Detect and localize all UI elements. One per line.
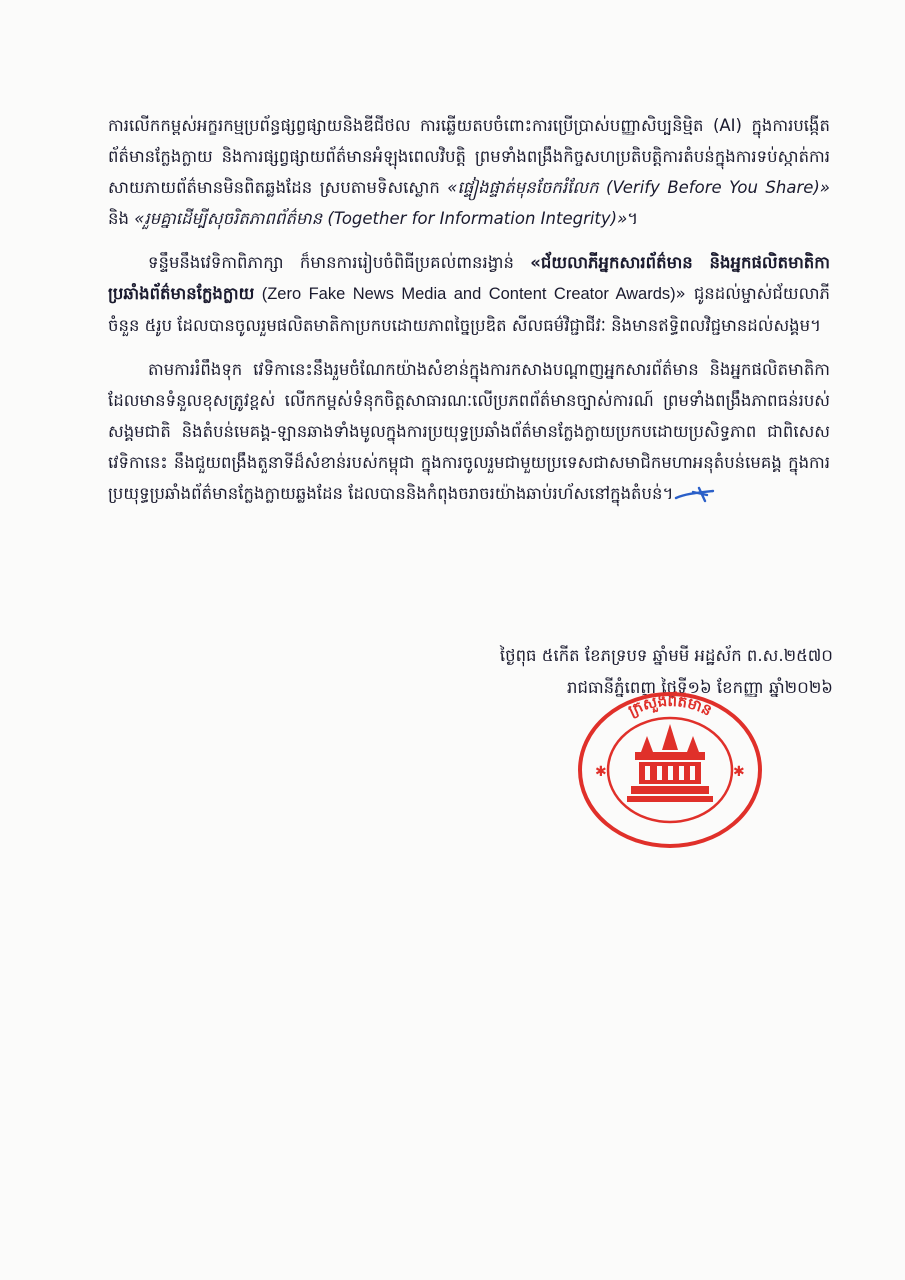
slogan-joiner: និង bbox=[108, 209, 135, 228]
paragraph-3-text: តាមការរំពឹងទុក វេទិកានេះនឹងរួមចំណែកយ៉ាងសំខាន់ក្នុងការកសាងបណ្ដាញអ្នកសារព័ត៌មាន និងអ្នកផលិតមាតិកាដែលមានទំនួលខុសត្រូវខ្ពស់ លើកកម្ពស់ទំនុកចិត្តសាធារណៈលើប្រភពព័ត៌មានច្បាស់ការណ៍ ព្រមទាំងពង្រឹងភាពធន់របស់សង្គមជាតិ និងតំបន់មេគង្គ-ឡានឆាងទាំងមូលក្នុងការប្រយុទ្ធប្រឆាំងព័ត៌មានក្លែងក្លាយប្រកបដោយប្រសិទ្ធភាព ជាពិសេសវេទិកានេះ នឹងជួយពង្រឹងតួនាទីដ៏សំខាន់របស់កម្ពុជា ក្នុងការចូលរួមជាមួយប្រទេសជាសមាជិកមហាអនុតំបន់មេគង្គ ក្នុងការប្រយុទ្ធប្រឆាំងព័ត៌មានក្លែងក្លាយឆ្លងដែន ដែលបាននិងកំពុងចរាចរយ៉ាងឆាប់រហ័សនៅក្នុងតំបន់។ bbox=[108, 360, 830, 503]
paragraph-2-lead: ទន្ទឹមនឹងវេទិកាពិភាក្សា ក៏មានការរៀបចំពិធីប្រគល់ពានរង្វាន់ bbox=[148, 253, 531, 272]
slogan-verify: «ផ្ទៀងផ្ទាត់មុនចែករំលែក (Verify Before You Share)» bbox=[447, 178, 830, 197]
award-title: «ជ័យលាភីអ្នកសារព័ត៌មាន និងអ្នកផលិតមាតិកាប្រឆាំងព័ត៌មានក្លែងក្លាយ bbox=[108, 253, 830, 303]
paragraph-1-end: ។ bbox=[627, 209, 639, 228]
seal-top-text: ក្រសួងព័ត៌មាន bbox=[625, 691, 715, 720]
document-body bbox=[108, 110, 830, 522]
paragraph-2-tail: » ជូនដល់ម្ចាស់ជ័យលាភី ចំនួន ៥រូប ដែលបានចូលរួមផលិតមាតិកាប្រកបដោយភាពច្នៃប្រឌិត សីលធម៌វិជ្ជាជីវៈ និងមានឥទ្ធិពលវិជ្ជមានដល់សង្គម។ bbox=[108, 284, 830, 335]
lunar-date: ថ្ងៃពុធ ៥កើត ខែភទ្របទ ឆ្នាំមមី អដ្ឋស័ក ព.ស.២៥៧០ bbox=[499, 646, 833, 665]
ministry-seal bbox=[575, 690, 765, 850]
solar-date: រាជធានីភ្នំពេញ ថ្ងៃទី១៦ ខែកញ្ញា ឆ្នាំ២០២៦ bbox=[567, 678, 833, 697]
slogan-integrity: «រួមគ្នាដើម្បីសុចរិតភាពព័ត៌មាន (Together for Information Integrity)» bbox=[134, 209, 628, 228]
seal-star-left-icon: ✱ bbox=[595, 764, 607, 780]
seal-star-right-icon: ✱ bbox=[733, 764, 745, 780]
pen-mark-icon bbox=[673, 486, 717, 504]
paragraph-1 bbox=[108, 110, 830, 234]
award-title-english: (Zero Fake News Media and Content Creator Awards) bbox=[254, 285, 676, 303]
paragraph-2 bbox=[108, 247, 830, 341]
paragraph-3 bbox=[108, 354, 830, 509]
temple-emblem-icon bbox=[627, 724, 713, 802]
paragraph-1-text: ការលើកកម្ពស់អក្ខរកម្មប្រព័ន្ធផ្សព្វផ្សាយនិងឌីជីថល ការឆ្លើយតបចំពោះការប្រើប្រាស់បញ្ញាសិប្បនិម្មិត (AI) ក្នុងការបង្កើតព័ត៌មានក្លែងក្លាយ និងការផ្សព្វផ្សាយព័ត៌មានអំឡុងពេលវិបត្តិ ព្រមទាំងពង្រឹងកិច្ចសហប្រតិបត្តិការតំបន់ក្នុងការទប់ស្កាត់ការសាយភាយព័ត៌មានមិនពិតឆ្លងដែន ស្របតាមទិសស្លោក bbox=[108, 116, 830, 197]
